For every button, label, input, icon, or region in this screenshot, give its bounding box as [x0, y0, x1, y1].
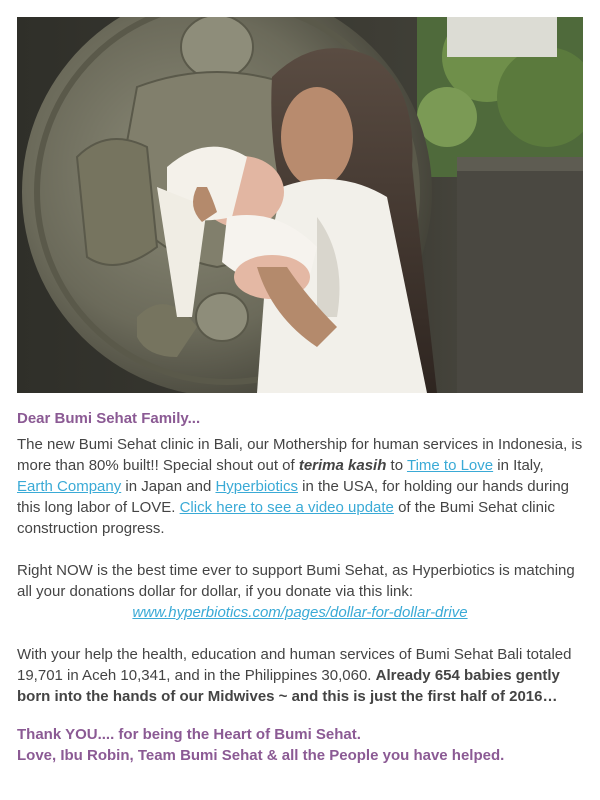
babies-born-highlight: Already 654 babies gently born into the hands of our Midwives ~ and this is just the first half of 2016…	[17, 667, 560, 705]
text: With your help the health, education and human services of Bumi Sehat Bali totaled 19,701 in Aceh 10,341, and in the Philippines 30,060.	[17, 646, 572, 684]
closing-thank-you: Thank YOU.... for being the Heart of Bumi Sehat.	[17, 726, 361, 743]
emphasis-text: terima kasih	[298, 457, 387, 474]
dollar-for-dollar-link[interactable]: www.hyperbiotics.com/pages/dollar-for-dollar-drive	[132, 604, 468, 621]
hyperbiotics-link[interactable]: Hyperbiotics	[215, 478, 298, 495]
hero-photo	[17, 17, 583, 393]
text: in Italy,	[493, 457, 544, 474]
paragraph-clinic-update	[17, 434, 583, 539]
hero-photo-illustration	[17, 17, 583, 393]
paragraph-impact-stats	[17, 644, 583, 707]
greeting-heading: Dear Bumi Sehat Family...	[17, 410, 201, 427]
newsletter-body	[17, 409, 583, 766]
time-to-love-link[interactable]: Time to Love	[406, 457, 494, 474]
text: to	[386, 457, 407, 474]
video-update-link[interactable]: Click here to see a video update	[179, 499, 394, 516]
paragraph-donation-appeal: Right NOW is the best time ever to support Bumi Sehat, as Hyperbiotics is matching all your donations dollar for dollar, if you donate via this link:	[17, 562, 575, 600]
text: in Japan and	[121, 478, 216, 495]
text: The new Bumi Sehat clinic in Bali, our Mothership for human services in Indonesia, is more than 80% built!! Special shout out of	[17, 436, 583, 474]
donation-link-row	[17, 602, 583, 623]
earth-company-link[interactable]: Earth Company	[17, 478, 122, 495]
text: in the USA, for holding our hands during this long labor of LOVE.	[17, 478, 570, 516]
closing-signature: Love, Ibu Robin, Team Bumi Sehat & all the People you have helped.	[17, 747, 505, 764]
text: of the Bumi Sehat clinic construction progress.	[17, 499, 555, 537]
